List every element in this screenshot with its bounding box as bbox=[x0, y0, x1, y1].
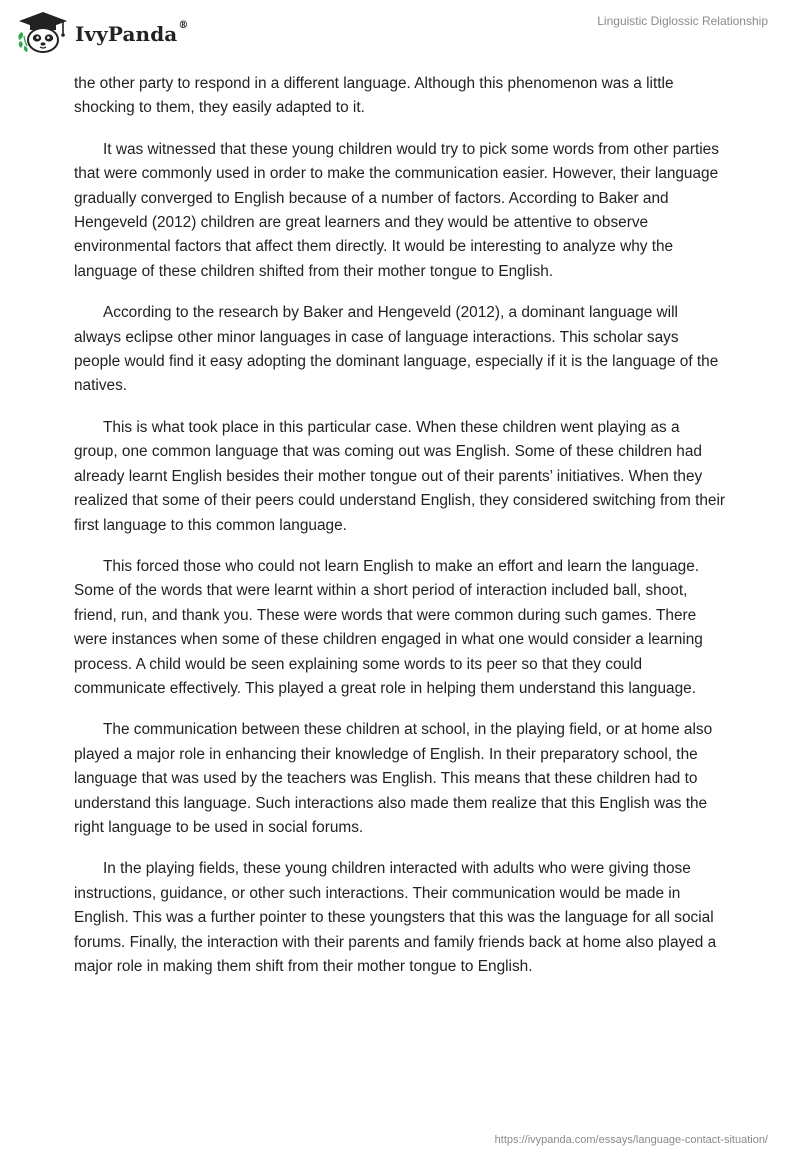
paragraph: The communication between these children at school, in the playing field, or at home also played a major role in enhancing their knowledge of English. In their preparatory school, the language that was used by the teachers was English. This means that these children had to understand this language. Such interactions also made them realize that this English was the right language to be used in social forums. bbox=[74, 721, 713, 836]
brand-name: IvyPanda® bbox=[75, 20, 189, 46]
paragraph: In the playing fields, these young children interacted with adults who were giving those instructions, guidance, or other such interactions. Their communication would be made in English. This was a further pointer to these youngsters that this was the language for all social forums. Finally, the interaction with their parents and family friends back at home also played a major role in making them shift from their mother tongue to English. bbox=[74, 860, 717, 975]
source-url[interactable]: https://ivypanda.com/essays/language-contact-situation/ bbox=[494, 1134, 768, 1146]
paragraph: It was witnessed that these young children would try to pick some words from other parties that were commonly used in order to make the communication easier. However, their language gradually converged to English because of a number of factors. According to Baker and Hengeveld (2012) children are great learners and they would be attentive to observe environmental factors that affect them directly. It would be interesting to analyze why the language of these children shifted from their mother tongue to English. bbox=[74, 140, 719, 280]
paragraph: This is what took place in this particular case. When these children went playing as a group, one common language that was coming out was English. Some of these children had already learnt English besides their mother tongue out of their parents’ initiatives. When they realized that some of their peers could understand English, they considered switching from their first language to this common language. bbox=[74, 418, 726, 534]
essay-body bbox=[74, 72, 726, 996]
paragraph: According to the research by Baker and Hengeveld (2012), a dominant language will always eclipse other minor languages in case of language interactions. This scholar says people would find it easy adopting the dominant language, especially if it is the language of the natives. bbox=[74, 304, 719, 395]
panda-graduate-icon bbox=[15, 10, 71, 54]
paragraph: This forced those who could not learn English to make an effort and learn the language. Some of the words that were learnt within a short period of interaction included ball, shoot, friend, run, and thank you. These were words that were common during such games. There were instances when some of these children engaged in what one would consider a learning process. A child would be seen explaining some words to its peer so that they could communicate effectively. This played a great role in helping them understand this language. bbox=[74, 557, 703, 697]
document-title: Linguistic Diglossic Relationship bbox=[597, 14, 768, 28]
page-header bbox=[0, 0, 800, 64]
ivypanda-logo[interactable] bbox=[15, 10, 188, 54]
paragraph: the other party to respond in a different language. Although this phenomenon was a little shocking to them, they easily adapted to it. bbox=[74, 75, 674, 117]
